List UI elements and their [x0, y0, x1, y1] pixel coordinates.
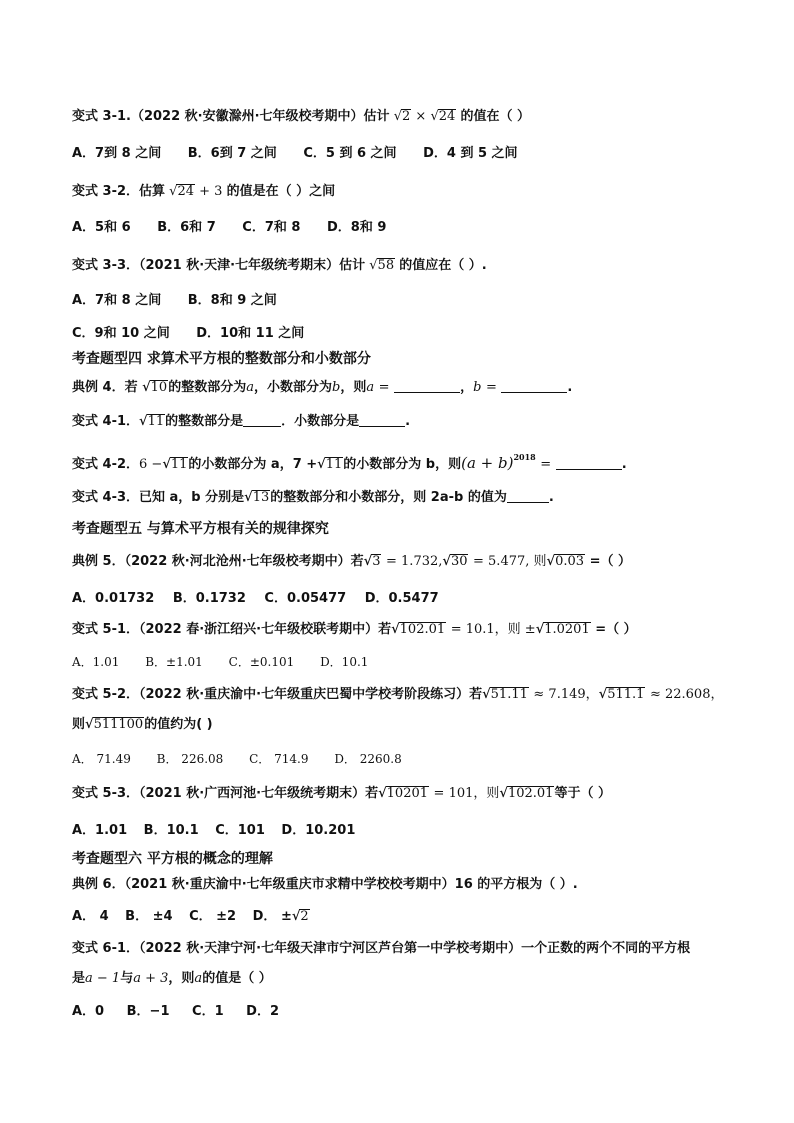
question-3-2 [72, 183, 335, 201]
question-5-3-options [72, 822, 367, 840]
sqrt-11: 11 [325, 457, 343, 472]
option-a[interactable]: A．1.01 [72, 823, 128, 838]
equals: = [540, 457, 552, 472]
period: . [405, 414, 411, 429]
option-c[interactable]: C．±0.101 [228, 655, 295, 669]
section-heading-5: 考查题型五 与算术平方根有关的规律探究 [72, 521, 329, 537]
period: . [621, 457, 627, 472]
option-a[interactable]: A．7到 8 之间 [72, 146, 162, 161]
sqrt-symbol: √ [391, 622, 400, 637]
question-3-1-prefix: 变式 3-1.（2022 秋·安徽滁州·七年级校考期中）估计 [72, 109, 390, 124]
sqrt-51.11: 51.11 [490, 687, 528, 702]
sqrt-symbol: √ [139, 414, 148, 429]
sqrt-symbol: √ [244, 490, 253, 505]
example-6: 典例 6．（2021 秋·重庆渝中·七年级重庆市求精中学校校考期中）16 的平方根为（ ）. [72, 877, 578, 892]
question-5-1-options [72, 653, 390, 671]
question-3-3-options-row2 [72, 325, 326, 343]
sqrt-symbol: √ [442, 554, 451, 569]
option-d[interactable]: D．10.1 [320, 655, 369, 669]
sqrt-symbol: √ [291, 909, 301, 924]
var-a: a [366, 380, 375, 395]
question-4-2 [72, 448, 627, 474]
question-3-1-suffix: 的值在（ ） [460, 109, 530, 124]
question-6-1-text: ，则 [168, 971, 195, 986]
sqrt-102.01: 102.01 [507, 786, 554, 801]
question-4-1 [72, 412, 410, 431]
option-d[interactable]: D．8和 9 [326, 220, 387, 235]
option-c[interactable]: C．7和 8 [242, 220, 301, 235]
question-3-1 [72, 108, 530, 126]
option-a[interactable]: A． 71.49 [72, 752, 131, 766]
question-6-1-text: 与 [120, 971, 134, 986]
option-a[interactable]: A．1.01 [72, 655, 120, 669]
option-b[interactable]: B．−1 [126, 1004, 170, 1019]
option-d[interactable]: D．10和 11 之间 [196, 326, 305, 341]
question-3-3 [72, 257, 487, 275]
option-a[interactable]: A．0.01732 [72, 591, 155, 606]
option-c[interactable]: C．101 [215, 823, 265, 838]
question-3-2-prefix: 变式 3-2．估算 [72, 184, 166, 199]
sqrt-symbol: √ [142, 380, 151, 395]
value-1: = 101，则 [433, 786, 500, 801]
option-d[interactable]: D．10.201 [281, 823, 356, 838]
var-b: b [332, 380, 341, 395]
equals: = [378, 380, 390, 395]
var-a: a [246, 380, 254, 395]
question-4-1-text: ．小数部分是 [281, 414, 360, 429]
sqrt-2: 2 [401, 109, 411, 124]
sqrt-11: 11 [170, 457, 188, 472]
question-3-1-options [72, 145, 540, 163]
exponent-2018: 2018 [513, 452, 536, 462]
sqrt-symbol: √ [162, 457, 171, 472]
sqrt-symbol: √ [85, 717, 94, 732]
option-d[interactable]: D．4 到 5 之间 [423, 146, 518, 161]
sqrt-2: 2 [300, 909, 309, 924]
question-5-2-suffix: 的值约为( ) [144, 717, 213, 732]
question-5-1-suffix: =（ ） [595, 622, 637, 637]
question-5-2-line2 [72, 716, 213, 734]
example-4-text: 的整数部分为 [168, 380, 247, 395]
sqrt-1.0201: 1.0201 [544, 622, 590, 637]
question-6-1: 变式 6-1．（2022 秋·天津宁河·七年级天津市宁河区芦台第一中学校考期中）一个正数的两个不同的平方根 [72, 941, 691, 956]
option-b[interactable]: B．6和 7 [157, 220, 216, 235]
option-c[interactable]: C．5 到 6 之间 [303, 146, 397, 161]
example-5-suffix: =（ ） [589, 554, 631, 569]
question-5-1-text: 变式 5-1．（2022 春·浙江绍兴·七年级校联考期中）若 [72, 622, 392, 637]
question-4-3-text: 变式 4-3．已知 a，b 分别是 [72, 490, 245, 505]
example-4-text: ，小数部分为 [253, 380, 332, 395]
example-5-options [72, 590, 453, 608]
sqrt-symbol: √ [499, 786, 508, 801]
times-sign: × [415, 109, 427, 124]
sqrt-0.03: 0.03 [555, 554, 585, 569]
value-2: = 5.477, 则 [473, 554, 547, 569]
sqrt-511.1: 511.1 [607, 687, 645, 702]
example-4 [72, 378, 572, 397]
example-5-text: 典例 5．（2022 秋·河北沧州·七年级校考期中）若 [72, 554, 364, 569]
expression-a-plus-b: (a + b) [461, 454, 514, 472]
comma: ， [460, 380, 474, 395]
expression-a-minus-1: a − 1 [85, 971, 121, 986]
sqrt-symbol: √ [169, 184, 178, 199]
sqrt-58: 58 [377, 258, 395, 273]
sqrt-symbol: √ [535, 622, 545, 637]
option-c[interactable]: C．1 [192, 1004, 224, 1019]
option-b[interactable]: B． 226.08 [156, 752, 224, 766]
sqrt-symbol: √ [378, 786, 387, 801]
example-5 [72, 553, 631, 571]
value-2: ≈ 22.608， [649, 687, 724, 702]
option-b[interactable]: B．±1.01 [145, 655, 203, 669]
question-5-2-options [72, 750, 424, 768]
answer-blank[interactable] [556, 455, 622, 470]
question-5-2-text: 变式 5-2．（2022 秋·重庆渝中·七年级重庆巴蜀中学校考阶段练习）若 [72, 687, 483, 702]
period: . [567, 380, 573, 395]
example-4-text: ，则 [340, 380, 367, 395]
sqrt-10201: 10201 [386, 786, 429, 801]
example-4-prefix: 典例 4．若 [72, 380, 138, 395]
section-heading-4: 考查题型四 求算术平方根的整数部分和小数部分 [72, 351, 371, 367]
value-1: = 1.732, [386, 554, 443, 569]
plus-three: + 3 [199, 184, 223, 199]
option-a[interactable]: A．7和 8 之间 [72, 293, 162, 308]
option-b[interactable]: B． ±4 [125, 909, 173, 924]
expression-a-plus-3: a + 3 [133, 971, 169, 986]
value-1: = 10.1，则 ± [450, 622, 536, 637]
option-c[interactable]: C．9和 10 之间 [72, 326, 170, 341]
question-4-2-text: 的小数部分为 b，则 [343, 457, 462, 472]
option-b[interactable]: B．0.1732 [172, 591, 246, 606]
sqrt-24: 24 [177, 184, 194, 199]
sqrt-symbol: √ [393, 109, 402, 124]
var-b: b [473, 380, 482, 395]
question-3-2-suffix: 的值是在（ ）之间 [226, 184, 336, 199]
question-6-1-line2 [72, 970, 272, 988]
section-heading-6: 考查题型六 平方根的概念的理解 [72, 851, 273, 867]
option-b[interactable]: B．8和 9 之间 [187, 293, 277, 308]
value-1: ≈ 7.149， [533, 687, 599, 702]
option-b[interactable]: B．6到 7 之间 [187, 146, 277, 161]
question-3-2-options [72, 219, 408, 237]
sqrt-30: 30 [450, 554, 468, 569]
question-4-3-text: 的整数部分和小数部分，则 2a-b 的值为 [270, 490, 507, 505]
sqrt-symbol: √ [430, 109, 439, 124]
option-d[interactable]: D． 2260.8 [334, 752, 402, 766]
question-6-1-text: 是 [72, 971, 86, 986]
var-a: a [194, 971, 203, 986]
answer-blank-decimal[interactable] [359, 412, 405, 427]
period: . [548, 490, 554, 505]
option-c[interactable]: C． ±2 [189, 909, 237, 924]
question-6-1-options [72, 1003, 297, 1021]
equals: = [485, 380, 497, 395]
sqrt-13: 13 [252, 490, 270, 505]
question-4-1-label: 变式 4-1． [72, 414, 140, 429]
sqrt-symbol: √ [363, 554, 373, 569]
answer-blank-b[interactable] [501, 378, 567, 393]
option-d[interactable]: D． ± [252, 909, 292, 924]
option-d[interactable]: D．0.5477 [364, 591, 439, 606]
question-5-3 [72, 785, 611, 803]
option-c[interactable]: C． 714.9 [249, 752, 309, 766]
option-c[interactable]: C．0.05477 [264, 591, 347, 606]
question-5-2-text: 则 [72, 717, 86, 732]
answer-blank[interactable] [507, 488, 549, 503]
sqrt-symbol: √ [598, 687, 608, 702]
example-6-options [72, 908, 310, 926]
sqrt-24: 24 [438, 109, 456, 124]
sqrt-symbol: √ [317, 457, 326, 472]
question-4-2-text: 的小数部分为 a，7 + [188, 457, 318, 472]
question-4-3 [72, 488, 554, 507]
answer-blank-integer[interactable] [243, 412, 281, 427]
question-5-2 [72, 686, 723, 704]
six-minus: 6 − [139, 457, 163, 472]
option-a[interactable]: A．0 [72, 1004, 105, 1019]
sqrt-511100: 511100 [93, 717, 144, 732]
question-4-1-text: 的整数部分是 [165, 414, 244, 429]
option-d[interactable]: D．2 [246, 1004, 279, 1019]
answer-blank-a[interactable] [394, 378, 460, 393]
option-a[interactable]: A． 4 [72, 909, 109, 924]
sqrt-10: 10 [150, 380, 168, 395]
sqrt-symbol: √ [546, 554, 556, 569]
option-a[interactable]: A．5和 6 [72, 220, 131, 235]
question-6-1-suffix: 的值是（ ） [202, 971, 272, 986]
question-5-3-text: 变式 5-3．（2021 秋·广西河池·七年级统考期末）若 [72, 786, 379, 801]
question-4-2-label: 变式 4-2． [72, 457, 140, 472]
sqrt-3: 3 [372, 554, 381, 569]
sqrt-11: 11 [147, 414, 165, 429]
question-3-3-prefix: 变式 3-3．（2021 秋·天津·七年级统考期末）估计 [72, 258, 366, 273]
sqrt-symbol: √ [369, 258, 378, 273]
question-3-3-suffix: 的值应在（ ）. [399, 258, 487, 273]
question-5-3-suffix: 等于（ ） [554, 786, 611, 801]
sqrt-102.01: 102.01 [399, 622, 446, 637]
sqrt-symbol: √ [482, 687, 491, 702]
question-3-3-options-row1 [72, 292, 299, 310]
question-5-1 [72, 621, 637, 639]
option-b[interactable]: B．10.1 [143, 823, 199, 838]
